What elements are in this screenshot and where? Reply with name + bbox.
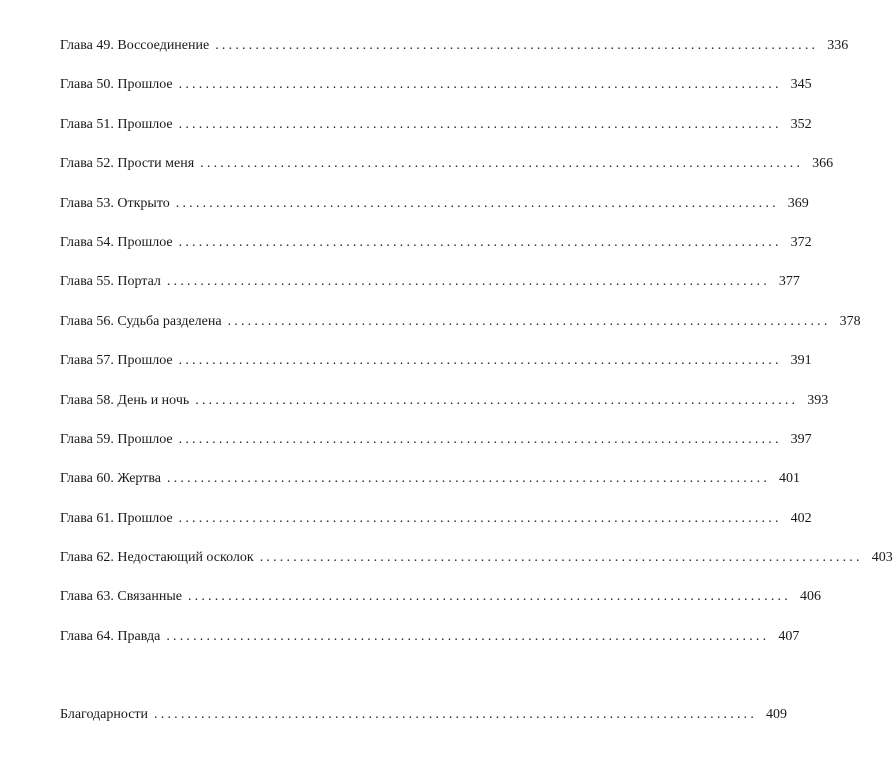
dot-leader: .......................................................................................... xyxy=(187,589,791,605)
toc-entry[interactable] xyxy=(60,75,812,114)
dot-leader: .......................................................................................... xyxy=(166,628,770,644)
dot-leader: .......................................................................................... xyxy=(259,550,863,566)
toc-entry-page: 407 xyxy=(778,628,800,644)
toc-entry-page: 372 xyxy=(790,234,812,250)
toc-entry-acknowledgements[interactable] xyxy=(60,705,788,744)
toc-entry-title: Глава 56. Судьба разделена xyxy=(60,313,222,329)
toc-entry[interactable] xyxy=(60,587,821,626)
toc-entry-title: Глава 51. Прошлое xyxy=(60,116,173,132)
dot-leader: .......................................................................................... xyxy=(175,195,779,211)
toc-entry-title: Глава 60. Жертва xyxy=(60,471,162,487)
dot-leader: .......................................................................................... xyxy=(178,510,782,526)
toc-entry-title: Благодарности xyxy=(60,707,149,723)
toc-entry-page: 393 xyxy=(807,392,829,408)
toc-entry-title: Глава 49. Воссоединение xyxy=(60,38,210,53)
dot-leader: .......................................................................................... xyxy=(195,392,799,408)
dot-leader: .......................................................................................... xyxy=(178,353,782,369)
toc-entry[interactable] xyxy=(60,194,809,233)
dot-leader: .......................................................................................... xyxy=(178,116,782,132)
toc-entry[interactable] xyxy=(60,627,800,666)
section-gap xyxy=(60,666,456,705)
toc-entry-page: 406 xyxy=(799,589,821,605)
toc-entry-page: 366 xyxy=(812,156,834,172)
toc-entry-title: Глава 59. Прошлое xyxy=(60,431,173,447)
dot-leader: .......................................................................................... xyxy=(178,431,782,447)
toc-entry[interactable] xyxy=(60,272,800,311)
dot-leader: .......................................................................................... xyxy=(215,38,819,53)
toc-entry-title: Глава 57. Прошлое xyxy=(60,353,173,369)
dot-leader: .......................................................................................... xyxy=(178,77,782,93)
toc-entry-title: Глава 55. Портал xyxy=(60,274,161,290)
toc-entry-page: 402 xyxy=(790,510,812,526)
toc-entry-page: 352 xyxy=(790,116,812,132)
toc-entry-title: Глава 62. Недостающий осколок xyxy=(60,550,254,566)
dot-leader: .......................................................................................... xyxy=(167,471,771,487)
toc-entry[interactable] xyxy=(60,469,801,508)
toc-entry[interactable] xyxy=(60,154,834,193)
toc-entry-title: Глава 52. Прости меня xyxy=(60,156,195,172)
toc-entry-page: 345 xyxy=(790,77,812,93)
toc-entry[interactable] xyxy=(60,430,812,469)
toc-entry-title: Глава 50. Прошлое xyxy=(60,77,173,93)
toc-entry-title: Глава 61. Прошлое xyxy=(60,510,173,526)
toc-entry[interactable] xyxy=(60,391,829,430)
toc-entry-page: 378 xyxy=(839,313,861,329)
table-of-contents xyxy=(60,36,893,745)
toc-entry[interactable] xyxy=(60,312,861,351)
toc-entry[interactable] xyxy=(60,548,893,587)
dot-leader: .......................................................................................... xyxy=(178,234,782,250)
toc-entry-title: Глава 64. Правда xyxy=(60,628,161,644)
dot-leader: .......................................................................................... xyxy=(200,156,804,172)
toc-entry-title: Глава 58. День и ночь xyxy=(60,392,190,408)
toc-entry-page: 409 xyxy=(766,707,788,723)
toc-entry-title: Глава 63. Связанные xyxy=(60,589,182,605)
toc-entry[interactable] xyxy=(60,36,849,75)
toc-entry[interactable] xyxy=(60,351,812,390)
dot-leader: .......................................................................................... xyxy=(154,707,758,723)
toc-entry-title: Глава 53. Открыто xyxy=(60,195,170,211)
toc-entry[interactable] xyxy=(60,233,812,272)
toc-entry-page: 397 xyxy=(790,431,812,447)
toc-entry-page: 403 xyxy=(871,550,893,566)
toc-entry-page: 336 xyxy=(827,38,849,53)
toc-entry-page: 401 xyxy=(779,471,801,487)
toc-entry-page: 377 xyxy=(778,274,800,290)
dot-leader: .......................................................................................... xyxy=(227,313,831,329)
toc-entry-page: 369 xyxy=(787,195,809,211)
toc-entry-title: Глава 54. Прошлое xyxy=(60,234,173,250)
toc-entry[interactable] xyxy=(60,115,812,154)
toc-entry[interactable] xyxy=(60,509,812,548)
toc-entry-page: 391 xyxy=(790,353,812,369)
dot-leader: .......................................................................................... xyxy=(166,274,770,290)
